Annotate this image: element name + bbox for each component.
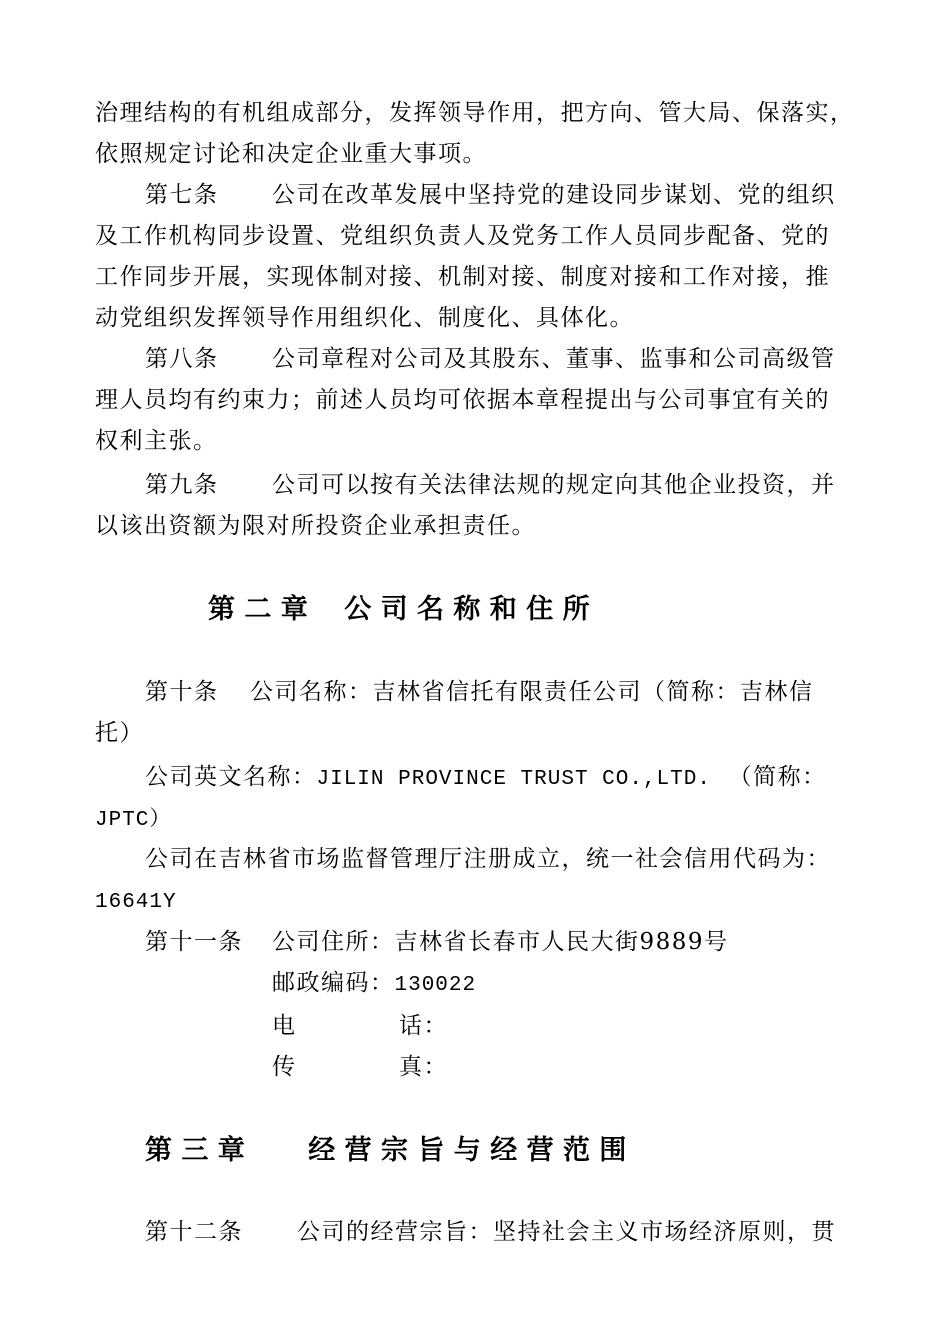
paragraph-line: 托） [95, 720, 144, 746]
paragraph-line: 理人员均有约束力；前述人员均可依据本章程提出与公司事宜有关的 [95, 387, 830, 413]
postcode-label: 邮政编码： [272, 970, 395, 996]
english-abbr-label: （简称： [728, 764, 827, 790]
article-12-text: 公司的经营宗旨：坚持社会主义市场经济原则，贯 [297, 1219, 836, 1245]
address-label: 公司住所： [272, 929, 395, 955]
article-10-text: 公司名称：吉林省信托有限责任公司（简称：吉林信 [250, 679, 814, 705]
english-name-label: 公司英文名称： [145, 764, 317, 790]
article-12-label: 第十二条 [145, 1219, 243, 1245]
paragraph-line: 权利主张。 [95, 428, 218, 454]
english-name-line [145, 762, 827, 795]
article-7-text: 公司在改革发展中坚持党的建设同步谋划、党的组织 [272, 182, 836, 208]
paragraph-line: 治理结构的有机组成部分，发挥领导作用，把方向、管大局、保落实， [95, 100, 855, 126]
article-8-label: 第八条 [145, 346, 219, 372]
postcode-line [272, 968, 476, 1001]
registration-line: 公司在吉林省市场监督管理厅注册成立，统一社会信用代码为： [145, 846, 831, 872]
paragraph-line: 动党组织发挥领导作用组织化、制度化、具体化。 [95, 305, 634, 331]
fax-label-b: 真： [399, 1054, 448, 1080]
chapter-2-heading: 第 二 章 公 司 名 称 和 住 所 [208, 594, 590, 625]
credit-code: 16641Y [95, 891, 177, 914]
paragraph-line: 工作同步开展，实现体制对接、机制对接、制度对接和工作对接，推 [95, 264, 830, 290]
phone-label-a: 电 [272, 1013, 297, 1039]
paragraph-line: 以该出资额为限对所投资企业承担责任。 [95, 513, 536, 539]
article-8-text: 公司章程对公司及其股东、董事、监事和公司高级管 [272, 346, 836, 372]
address-line [272, 927, 729, 957]
english-abbr-line [95, 803, 171, 836]
article-10-label: 第十条 [145, 679, 219, 705]
english-name-value: JILIN PROVINCE TRUST CO.,LTD. [316, 768, 711, 791]
article-7-label: 第七条 [145, 182, 219, 208]
postcode-value: 130022 [394, 974, 477, 997]
paragraph-line: 及工作机构同步设置、党组织负责人及党务工作人员同步配备、党的 [95, 223, 830, 249]
article-9-label: 第九条 [145, 472, 219, 498]
registration-code-line [95, 885, 177, 918]
english-abbr-value: JPTC） [95, 809, 172, 832]
address-value: 吉林省长春市人民大街9889号 [394, 929, 729, 955]
fax-line [272, 1052, 448, 1082]
chapter-3-heading: 第 三 章 经 营 宗 旨 与 经 营 范 围 [145, 1135, 627, 1166]
fax-label-a: 传 [272, 1054, 297, 1080]
paragraph-line: 依照规定讨论和决定企业重大事项。 [95, 141, 487, 167]
article-11-label: 第十一条 [145, 929, 243, 955]
phone-label-b: 话： [399, 1013, 448, 1039]
article-9-text: 公司可以按有关法律法规的规定向其他企业投资，并 [272, 472, 836, 498]
phone-line [272, 1011, 448, 1041]
